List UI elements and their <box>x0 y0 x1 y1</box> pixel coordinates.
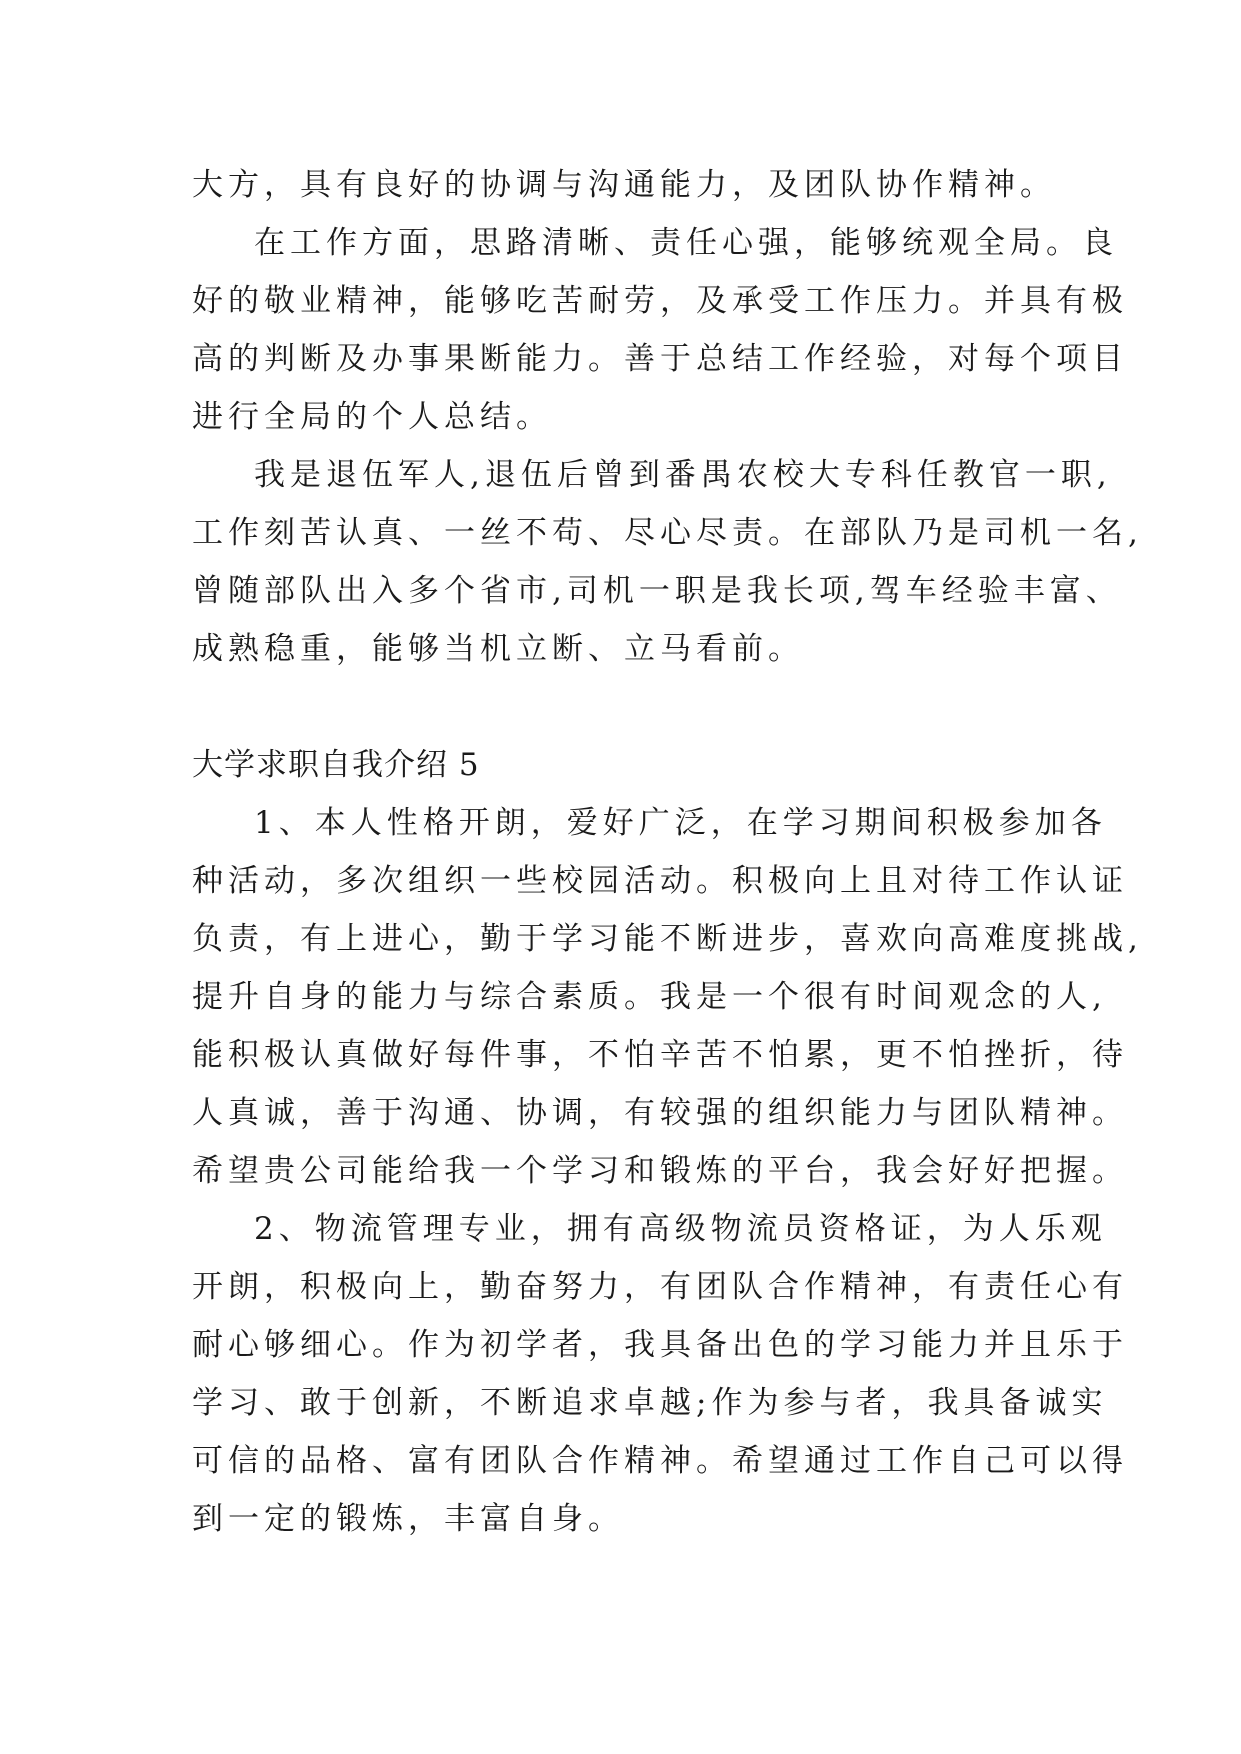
text-line: 成熟稳重，能够当机立断、立马看前。 <box>192 631 804 667</box>
text-line: 工作刻苦认真、一丝不苟、尽心尽责。在部队乃是司机一名, <box>192 515 1143 551</box>
document-body <box>192 156 1143 1548</box>
text-line: 大方，具有良好的协调与沟通能力，及团队协作精神。 <box>192 167 1056 203</box>
text-line: 种活动，多次组织一些校园活动。积极向上且对待工作认证 <box>192 863 1128 899</box>
text-line: 好的敬业精神，能够吃苦耐劳，及承受工作压力。并具有极 <box>192 283 1128 319</box>
text-line: 学习、敢于创新，不断追求卓越;作为参与者，我具备诚实 <box>192 1385 1108 1421</box>
text-line: 能积极认真做好每件事，不怕辛苦不怕累，更不怕挫折，待 <box>192 1037 1128 1073</box>
text-line: 在工作方面，思路清晰、责任心强，能够统观全局。良 <box>254 225 1118 261</box>
text-line: 人真诚，善于沟通、协调，有较强的组织能力与团队精神。 <box>192 1095 1128 1131</box>
text-line: 进行全局的个人总结。 <box>192 399 552 435</box>
text-line: 开朗，积极向上，勤奋努力，有团队合作精神，有责任心有 <box>192 1269 1128 1305</box>
text-line: 到一定的锻炼，丰富自身。 <box>192 1501 624 1537</box>
text-line: 1、本人性格开朗，爱好广泛，在学习期间积极参加各 <box>254 805 1107 841</box>
text-line: 耐心够细心。作为初学者，我具备出色的学习能力并且乐于 <box>192 1327 1128 1363</box>
text-line: 高的判断及办事果断能力。善于总结工作经验，对每个项目 <box>192 341 1128 377</box>
text-line: 2、物流管理专业，拥有高级物流员资格证，为人乐观 <box>254 1211 1107 1247</box>
text-line: 曾随部队出入多个省市,司机一职是我长项,驾车经验丰富、 <box>192 573 1122 609</box>
text-line: 负责，有上进心，勤于学习能不断进步，喜欢向高难度挑战, <box>192 921 1143 957</box>
text-line: 我是退伍军人,退伍后曾到番禺农校大专科任教官一职, <box>254 457 1112 493</box>
text-line: 希望贵公司能给我一个学习和锻炼的平台，我会好好把握。 <box>192 1153 1128 1189</box>
section-title: 大学求职自我介绍 5 <box>192 747 480 783</box>
paragraph-gap <box>192 678 1052 736</box>
text-line: 提升自身的能力与综合素质。我是一个很有时间观念的人, <box>192 979 1107 1015</box>
text-line: 可信的品格、富有团队合作精神。希望通过工作自己可以得 <box>192 1443 1128 1479</box>
